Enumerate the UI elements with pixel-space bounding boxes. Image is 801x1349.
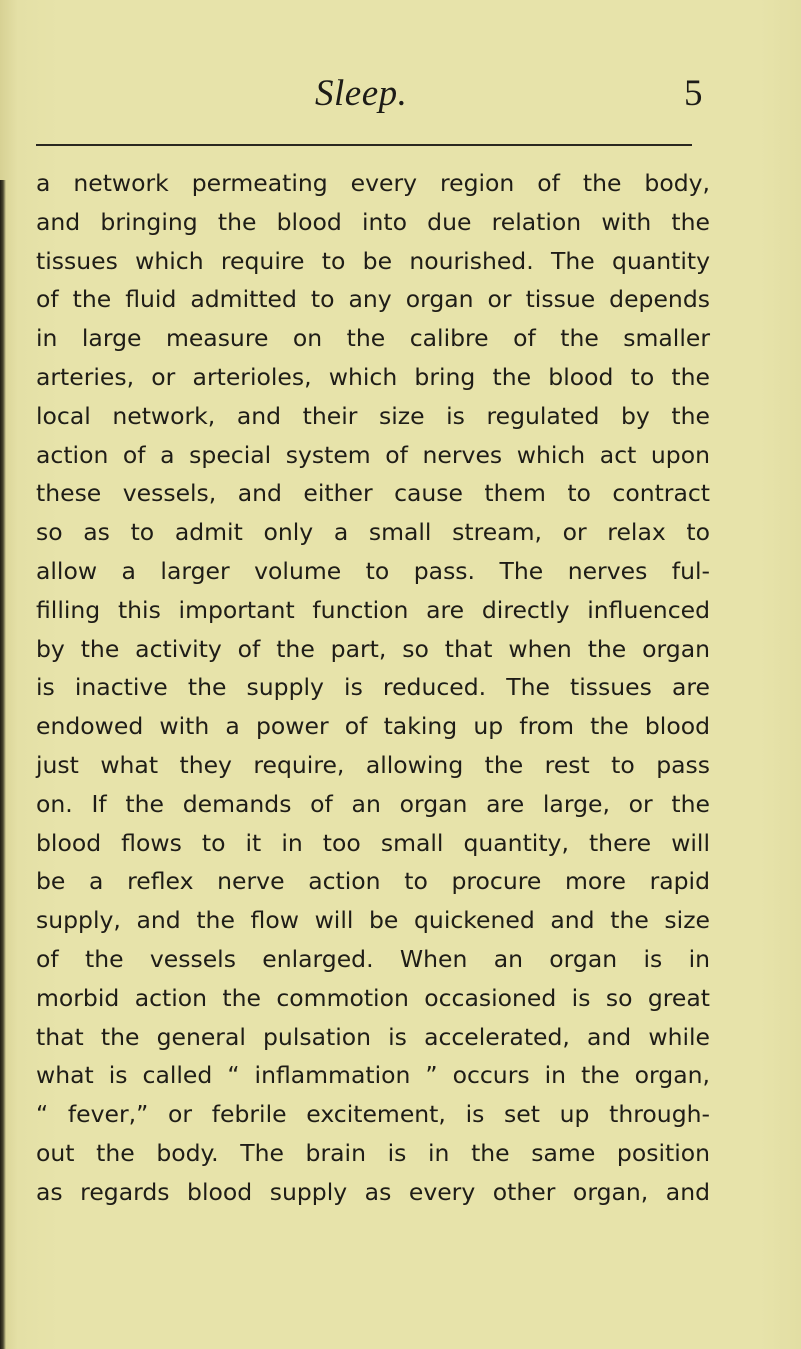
body-text bbox=[36, 164, 716, 1212]
text-line: morbid action the commotion occasioned is so great bbox=[36, 983, 710, 1012]
page-number: 5 bbox=[684, 73, 703, 114]
text-line: action of a special system of nerves which act upon bbox=[36, 440, 710, 469]
text-line: on. If the demands of an organ are large, or the bbox=[36, 789, 710, 818]
text-line: by the activity of the part, so that when the organ bbox=[36, 634, 710, 663]
text-line: allow a larger volume to pass. The nerves ful- bbox=[36, 556, 710, 585]
text-line: blood flows to it in too small quantity, there will bbox=[36, 828, 710, 857]
text-line: in large measure on the calibre of the smaller bbox=[36, 324, 710, 353]
text-line: and bringing the blood into due relation with the bbox=[36, 207, 710, 236]
text-line: “ fever,” or febrile excitement, is set up through- bbox=[36, 1100, 710, 1129]
gutter-shadow bbox=[0, 180, 6, 1349]
text-line: a network permeating every region of the body, bbox=[36, 169, 710, 197]
text-line: these vessels, and either cause them to contract bbox=[36, 479, 710, 508]
text-line: endowed with a power of taking up from the blood bbox=[36, 712, 710, 741]
text-line: tissues which require to be nourished. The quantity bbox=[36, 246, 710, 275]
text-line: filling this important function are directly influenced bbox=[36, 595, 710, 624]
text-line: so as to admit only a small stream, or relax to bbox=[36, 518, 710, 547]
text-line: what is called “ inflammation ” occurs in the organ, bbox=[36, 1061, 710, 1090]
text-line: just what they require, allowing the rest to pass bbox=[36, 750, 710, 779]
header-rule bbox=[36, 144, 692, 146]
text-line: out the body. The brain is in the same position bbox=[36, 1138, 710, 1167]
text-line: supply, and the flow will be quickened and the size bbox=[36, 906, 710, 935]
text-line: of the fluid admitted to any organ or tissue depends bbox=[36, 285, 710, 314]
text-line: of the vessels enlarged. When an organ is in bbox=[36, 944, 710, 973]
text-line: as regards blood supply as every other organ, and bbox=[36, 1177, 710, 1206]
text-line: be a reflex nerve action to procure more rapid bbox=[36, 867, 710, 896]
running-title: Sleep. bbox=[315, 73, 408, 114]
text-line: is inactive the supply is reduced. The tissues are bbox=[36, 673, 710, 702]
text-line: that the general pulsation is accelerated, and while bbox=[36, 1022, 710, 1051]
text-line: local network, and their size is regulated by the bbox=[36, 401, 710, 430]
text-line: arteries, or arterioles, which bring the blood to the bbox=[36, 362, 710, 391]
running-head bbox=[0, 72, 801, 132]
